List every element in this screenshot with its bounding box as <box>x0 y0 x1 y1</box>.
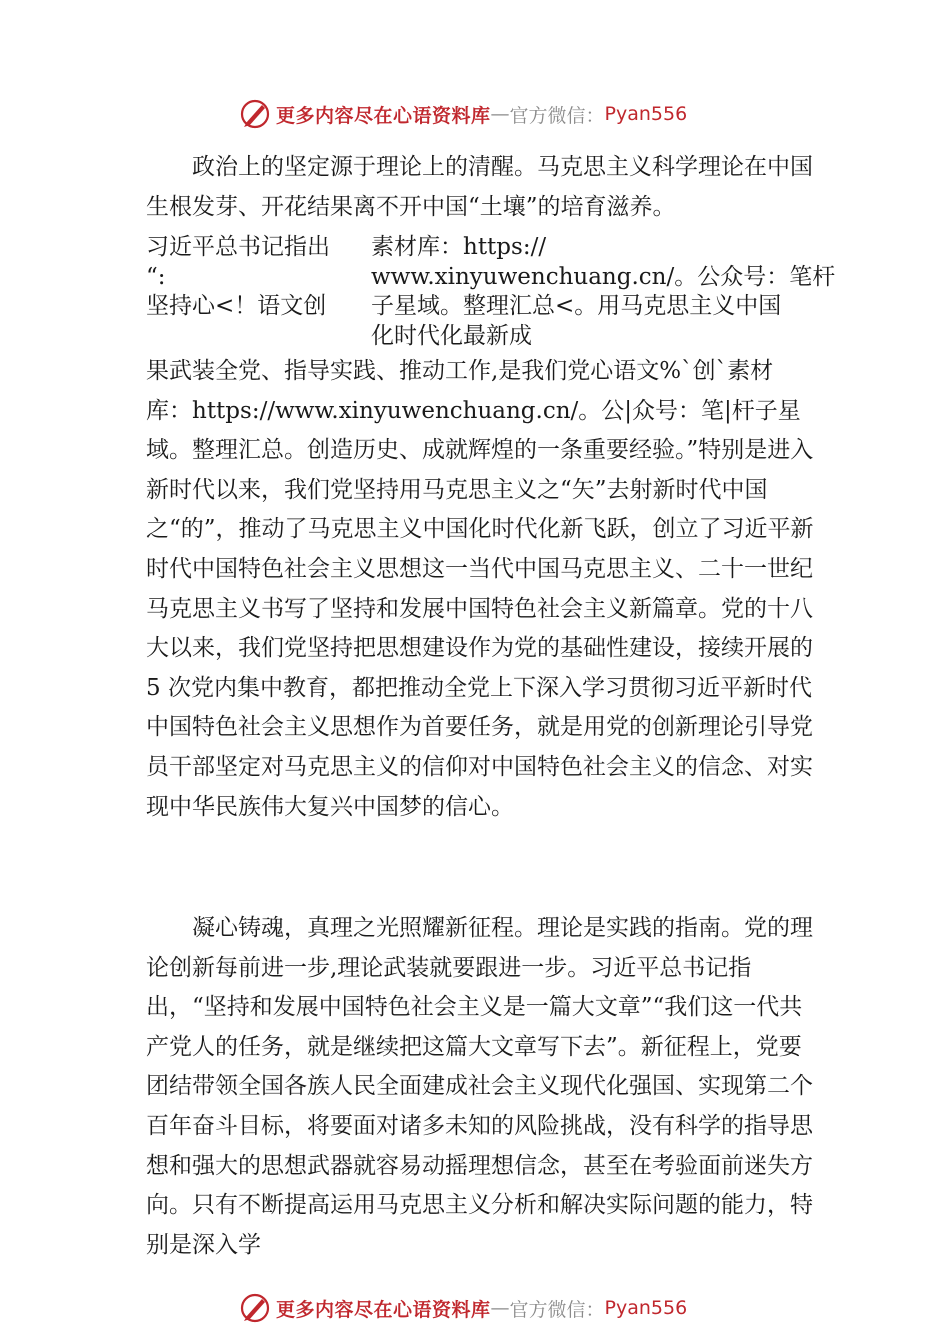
paragraph-2: 果武装全党、指导实践、推动工作,是我们党心语文%`创`素材库：https://www.xinyuwenchuang.cn/。公|众号：笔|杆子星域。整理汇总。创造历史、成就辉煌的一条重要经验。”特别是进入新时代以来，我们党坚持用马克思主义之“矢”去射新时代中国之“的”，推动了马克思主义中国化时代化新飞跃，创立了习近平新时代中国特色社会主义思想这一当代中国马克思主义、二十一世纪马克思主义书写了坚持和发展中国特色社会主义新篇章。党的十八大以来，我们党坚持把思想建设作为党的基础性建设，接续开展的 5 次党内集中教育，都把推动全党上下深入学习贯彻习近平新时代中国特色社会主义思想作为首要任务，就是用党的创新理论引导党员干部坚定对马克思主义的信仰对中国特色社会主义的信念、对实现中华民族伟大复兴中国梦的信心。 <box>146 358 814 820</box>
paragraph-3: 凝心铸魂，真理之光照耀新征程。理论是实践的指南。党的理论创新每前进一步,理论武装就要跟进一步。习近平总书记指出，“坚持和发展中国特色社会主义是一篇大文章”“我们这一代共产党人的任务，就是继续把这篇大文章写下去”。新征程上，党要团结带领全国各族人民全面建成社会主义现代化强国、实现第二个百年奋斗目标，将要面对诸多未知的风险挑战，没有科学的指导思想和强大的思想武器就容易动摇理想信念，甚至在考验面前迷失方向。只有不断提高运用马克思主义分析和解决实际问题的能力，特别是深入学 <box>146 915 813 1258</box>
banner-subtitle: 官方微信： <box>509 1298 605 1321</box>
banner-wechat-id: Pyan556 <box>604 103 688 125</box>
paragraph-fragment-right: 素材库：https:// www.xinyuwenchuang.cn/。公众号：笔杆 子星域。整理汇总<。用马克思主义中国 化时代化最新成 <box>371 234 836 349</box>
header-banner <box>238 96 798 132</box>
paragraph-1: 政治上的坚定源于理论上的清醒。马克思主义科学理论在中国生根发芽、开花结果离不开中国“土壤”的培育滋养。 <box>146 154 813 220</box>
banner-title: 更多内容尽在心语资料库 <box>276 104 491 127</box>
pen-logo-icon <box>238 1291 272 1325</box>
banner-dash: — <box>490 1297 510 1319</box>
pen-logo-icon <box>238 97 272 131</box>
footer-banner <box>238 1290 798 1326</box>
paragraph-fragment-left: 习近平总书记指出 “: 坚持心<！语文创 <box>146 234 330 319</box>
banner-title: 更多内容尽在心语资料库 <box>276 1298 491 1321</box>
banner-subtitle: 官方微信： <box>509 104 605 127</box>
banner-wechat-id: Pyan556 <box>604 1297 688 1319</box>
banner-dash: — <box>490 103 510 125</box>
